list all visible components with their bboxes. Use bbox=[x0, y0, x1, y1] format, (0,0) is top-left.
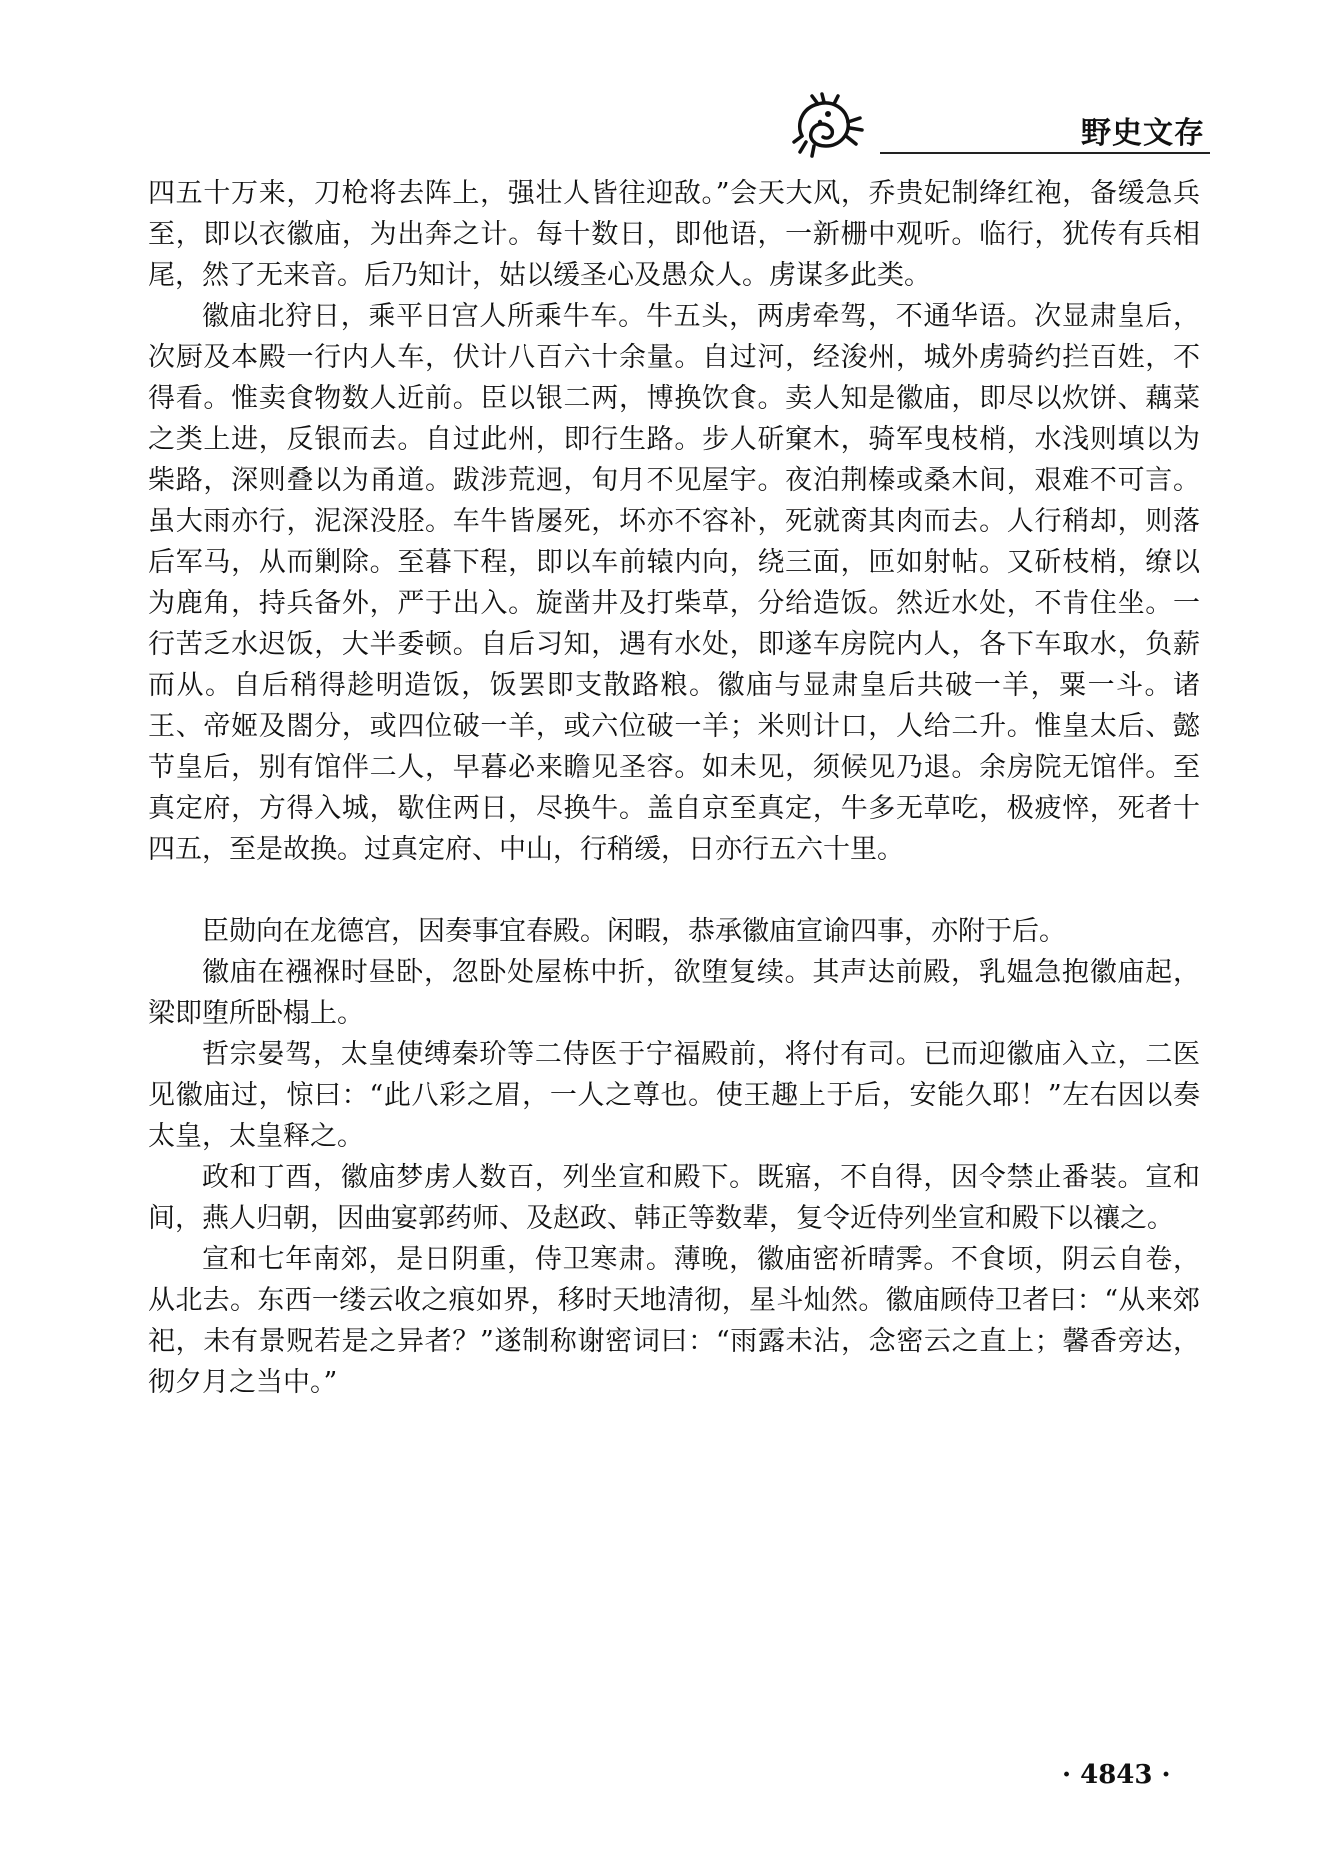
page-number: · 4843 · bbox=[1062, 1760, 1171, 1790]
header-rule bbox=[880, 152, 1210, 154]
paragraph-2: 徽庙北狩日，乘平日宫人所乘牛车。牛五头，两虏牵驾，不通华语。次显肃皇后，次厨及本殿一行内人车，伏计八百六十余量。自过河，经浚州，城外虏骑约拦百姓，不得看。惟卖食物数人近前。臣以银二两，博换饮食。卖人知是徽庙，即尽以炊饼、藕菜之类上进，反银而去。自过此州，即行生路。步人斫窠木，骑军曳枝梢，水浅则填以为柴路，深则叠以为甬道。跋涉荒迥，旬月不见屋宇。夜泊荆榛或桑木间，艰难不可言。虽大雨亦行，泥深没胫。车牛皆屡死，坏亦不容补，死就脔其肉而去。人行稍却，则落后军马，从而剿除。至暮下程，即以车前辕内向，绕三面，匝如射帖。又斫枝梢，缭以为鹿角，持兵备外，严于出入。旋凿井及打柴草，分给造饭。然近水处，不肯住坐。一行苦乏水迟饭，大半委顿。自后习知，遇有水处，即遂车房院内人，各下车取水，负薪而从。自后稍得趁明造饭，饭罢即支散路粮。徽庙与显肃皇后共破一羊，粟一斗。诸王、帝姬及閤分，或四位破一羊，或六位破一羊；米则计口，人给二升。惟皇太后、懿节皇后，别有馆伴二人，早暮必来瞻见圣容。如未见，须候见乃退。余房院无馆伴。至真定府，方得入城，歇住两日，尽换牛。盖自京至真定，牛多无草吃，极疲悴，死者十四五，至是故换。过真定府、中山，行稍缓，日亦行五六十里。 bbox=[148, 301, 1200, 865]
paragraph-1: 四五十万来，刀枪将去阵上，强壮人皆往迎敌。”会天大风，乔贵妃制绛红袍，备缓急兵至，即以衣徽庙，为出奔之计。每十数日，即他语，一新栅中观听。临行，犹传有兵相尾，然了无来音。后乃知计，姑以缓圣心及愚众人。虏谋多此类。 bbox=[148, 178, 1200, 291]
header-title: 野史文存 bbox=[1081, 116, 1205, 151]
paragraph-7: 宣和七年南郊，是日阴重，侍卫寒肃。薄晚，徽庙密祈晴霁。不食顷，阴云自卷，从北去。东西一缕云收之痕如界，移时天地清彻，星斗灿然。徽庙顾侍卫者曰：“从来郊祀，未有景贶若是之异者？”遂制称谢密词曰：“雨露未沾，念密云之直上；馨香旁达，彻夕月之当中。” bbox=[148, 1244, 1200, 1398]
body-text bbox=[148, 173, 1200, 1403]
dragon-emblem-icon bbox=[790, 92, 865, 158]
paragraph-6: 政和丁酉，徽庙梦虏人数百，列坐宣和殿下。既寤，不自得，因令禁止番装。宣和间，燕人归朝，因曲宴郭药师、及赵政、韩正等数辈，复令近侍列坐宣和殿下以禳之。 bbox=[148, 1162, 1200, 1234]
paragraph-3: 臣勋向在龙德宫，因奏事宜春殿。闲暇，恭承徽庙宣谕四事，亦附于后。 bbox=[202, 916, 1066, 947]
running-header bbox=[780, 90, 1210, 160]
paragraph-5: 哲宗晏驾，太皇使缚秦玠等二侍医于宁福殿前，将付有司。已而迎徽庙入立，二医见徽庙过，惊曰：“此八彩之眉，一人之尊也。使王趣上于后，安能久耶！”左右因以奏太皇，太皇释之。 bbox=[148, 1039, 1200, 1152]
paragraph-4: 徽庙在襁褓时昼卧，忽卧处屋栋中折，欲堕复续。其声达前殿，乳媪急抱徽庙起，梁即堕所卧榻上。 bbox=[148, 957, 1200, 1029]
